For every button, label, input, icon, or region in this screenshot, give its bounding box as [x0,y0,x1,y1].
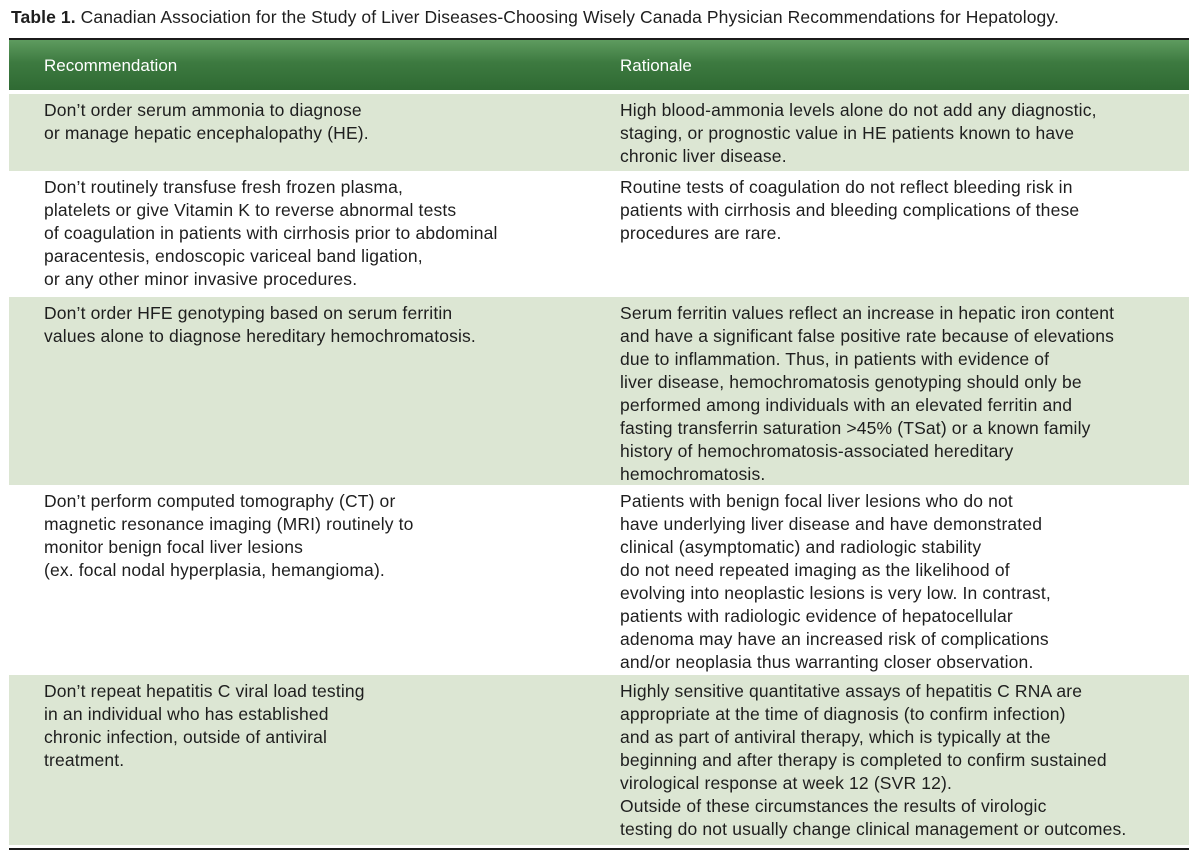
rationale-cell [620,176,1185,245]
cell-line: and/or neoplasia thus warranting closer observation. [620,652,1034,672]
cell-line: due to inflammation. Thus, in patients with evidence of [620,349,1050,369]
table-header [9,40,1189,90]
recommendation-cell [44,490,604,582]
recommendation-cell [44,302,604,348]
recommendation-cell [44,176,604,291]
cell-line: appropriate at the time of diagnosis (to confirm infection) [620,704,1066,724]
recommendations-table [9,38,1189,850]
cell-line: chronic infection, outside of antiviral [44,727,328,747]
cell-line: liver disease, hemochromatosis genotyping should only be [620,372,1082,392]
cell-line: adenoma may have an increased risk of complications [620,629,1049,649]
table-caption-text: Canadian Association for the Study of Liver Diseases-Choosing Wisely Canada Physician Recommendations for Hepatology. [75,7,1059,27]
cell-line: and have a significant false positive rate because of elevations [620,326,1115,346]
cell-line: procedures are rare. [620,223,782,243]
cell-line: in an individual who has established [44,704,329,724]
cell-line: history of hemochromatosis-associated hereditary [620,441,1014,461]
cell-line: Highly sensitive quantitative assays of hepatitis C RNA are [620,681,1083,701]
cell-line: Don’t order HFE genotyping based on serum ferritin [44,303,453,323]
cell-line: Outside of these circumstances the results of virologic [620,796,1047,816]
cell-line: staging, or prognostic value in HE patients known to have [620,123,1075,143]
table-row [9,171,1189,297]
cell-line: evolving into neoplastic lesions is very low. In contrast, [620,583,1051,603]
cell-line: virological response at week 12 (SVR 12). [620,773,953,793]
cell-line: patients with radiologic evidence of hepatocellular [620,606,1013,626]
cell-line: or any other minor invasive procedures. [44,269,358,289]
cell-line: chronic liver disease. [620,146,787,166]
rationale-cell [620,99,1185,168]
cell-line: Don’t repeat hepatitis C viral load testing [44,681,365,701]
cell-line: testing do not usually change clinical management or outcomes. [620,819,1127,839]
recommendation-cell [44,99,604,145]
cell-line: treatment. [44,750,125,770]
cell-line: do not need repeated imaging as the likelihood of [620,560,1010,580]
cell-line: patients with cirrhosis and bleeding complications of these [620,200,1080,220]
cell-line: Don’t routinely transfuse fresh frozen plasma, [44,177,404,197]
cell-line: of coagulation in patients with cirrhosis prior to abdominal [44,223,498,243]
cell-line: High blood-ammonia levels alone do not add any diagnostic, [620,100,1097,120]
cell-line: (ex. focal nodal hyperplasia, hemangioma). [44,560,385,580]
table-caption-label: Table 1. [11,7,76,27]
cell-line: monitor benign focal liver lesions [44,537,303,557]
cell-line: beginning and after therapy is completed to confirm sustained [620,750,1107,770]
table-row [9,94,1189,171]
table-row [9,485,1189,675]
rationale-cell [620,302,1185,486]
header-recommendation: Recommendation [44,56,178,75]
cell-line: Serum ferritin values reflect an increase in hepatic iron content [620,303,1115,323]
cell-line: magnetic resonance imaging (MRI) routinely to [44,514,414,534]
rationale-cell [620,680,1185,841]
cell-line: Patients with benign focal liver lesions who do not [620,491,1013,511]
cell-line: platelets or give Vitamin K to reverse abnormal tests [44,200,457,220]
cell-line: have underlying liver disease and have demonstrated [620,514,1043,534]
table-row [9,297,1189,485]
table-caption [11,6,1196,28]
cell-line: clinical (asymptomatic) and radiologic stability [620,537,982,557]
cell-line: and as part of antiviral therapy, which is typically at the [620,727,1051,747]
cell-line: values alone to diagnose hereditary hemochromatosis. [44,326,476,346]
cell-line: Routine tests of coagulation do not reflect bleeding risk in [620,177,1073,197]
cell-line: or manage hepatic encephalopathy (HE). [44,123,369,143]
cell-line: hemochromatosis. [620,464,766,484]
cell-line: fasting transferrin saturation >45% (TSat) or a known family [620,418,1091,438]
cell-line: performed among individuals with an elevated ferritin and [620,395,1073,415]
table-bottom-rule [9,848,1189,850]
rationale-cell [620,490,1185,674]
table-row [9,675,1189,845]
cell-line: Don’t perform computed tomography (CT) or [44,491,396,511]
cell-line: Don’t order serum ammonia to diagnose [44,100,362,120]
recommendation-cell [44,680,604,772]
header-rationale: Rationale [620,56,692,75]
cell-line: paracentesis, endoscopic variceal band ligation, [44,246,423,266]
